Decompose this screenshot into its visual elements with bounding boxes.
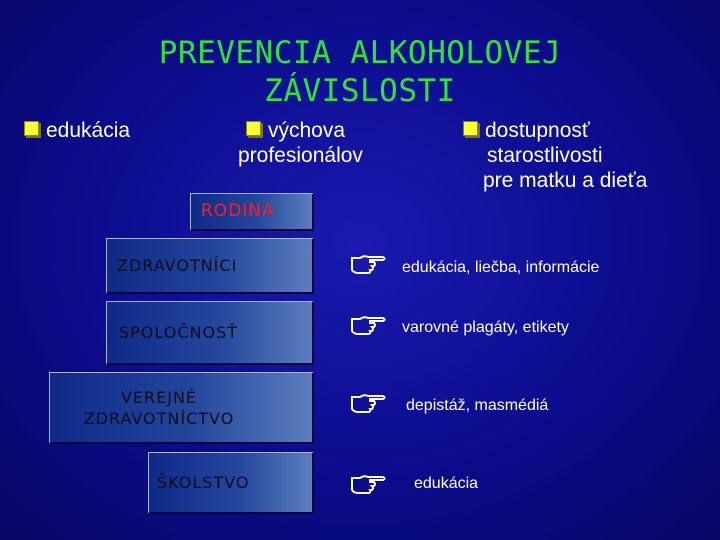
pyramid-level-rodina <box>190 193 314 231</box>
pyramid-desc-skolstvo: edukácia <box>414 475 479 492</box>
pyramid-label: SPOLOČNOSŤ <box>119 323 238 342</box>
bullet-edukacia <box>24 118 130 143</box>
bullet-text: výchova <box>268 119 346 142</box>
pyramid-label-line-2: ZDRAVOTNÍCTVO <box>83 408 235 428</box>
pointing-hand-icon <box>350 253 386 277</box>
pyramid-desc-spolocnost: varovné plagáty, etikety <box>402 319 569 336</box>
pyramid-desc-verejne: depistáž, masmédiá <box>406 397 549 414</box>
pyramid-level-skolstvo <box>148 452 314 514</box>
bullet-vychova <box>238 118 363 168</box>
pyramid-label: RODINA <box>201 201 275 221</box>
square-bullet-icon <box>246 121 261 136</box>
pyramid-label: ŠKOLSTVO <box>157 473 250 492</box>
pyramid-label <box>84 387 235 429</box>
pyramid-desc-zdravotnici: edukácia, liečba, informácie <box>402 259 600 276</box>
bullet-dostupnost <box>463 118 647 193</box>
bullet-text-cont: profesionálov <box>238 144 363 167</box>
pyramid-level-verejne-zdravotnictvo <box>49 372 314 444</box>
pyramid-label-line-1: VEREJNÉ <box>120 387 198 407</box>
bullet-text: edukácia <box>46 119 131 142</box>
square-bullet-icon <box>463 121 478 136</box>
pointing-hand-icon <box>350 473 386 497</box>
bullet-text: dostupnosť <box>485 119 590 142</box>
pointing-hand-icon <box>350 392 386 416</box>
pyramid-level-spolocnost <box>106 301 314 365</box>
pyramid-level-zdravotnici <box>106 238 314 294</box>
title-line-1: PREVENCIA ALKOHOLOVEJ <box>158 35 562 71</box>
slide-title <box>0 34 720 110</box>
square-bullet-icon <box>24 121 39 136</box>
bullet-text-cont: pre matku a dieťa <box>483 169 648 192</box>
bullet-text-cont: starostlivosti <box>487 144 603 167</box>
pointing-hand-icon <box>350 314 386 338</box>
pyramid-label: ZDRAVOTNÍCI <box>117 256 238 275</box>
title-line-2: ZÁVISLOSTI <box>264 73 456 109</box>
